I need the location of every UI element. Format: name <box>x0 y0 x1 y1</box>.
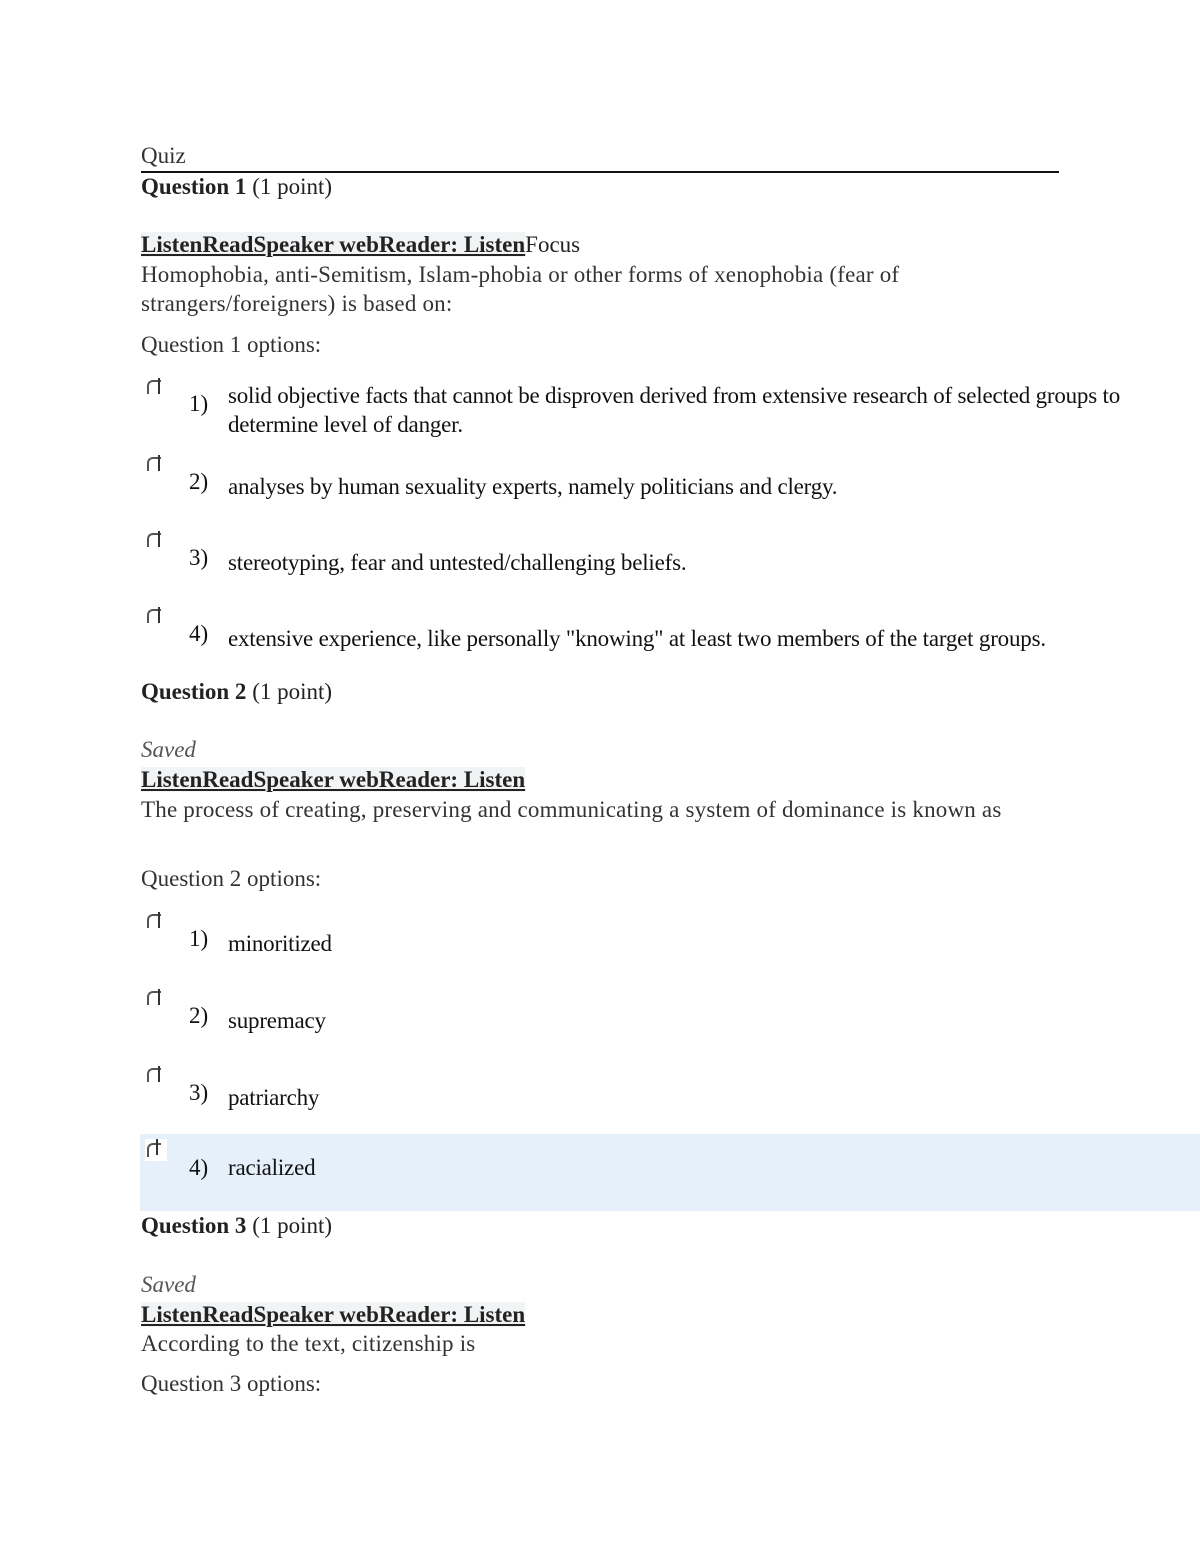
question-1-listen-button[interactable]: ListenReadSpeaker webReader: Listen <box>141 232 526 257</box>
radio-button-icon[interactable] <box>147 607 165 625</box>
question-3-heading <box>141 1212 332 1240</box>
radio-button-icon[interactable] <box>147 378 165 396</box>
question-1-option-4[interactable] <box>140 607 1200 652</box>
question-2-option-3[interactable] <box>140 1066 1200 1111</box>
option-text: patriarchy <box>228 1085 320 1110</box>
radio-button-icon[interactable] <box>145 1139 167 1161</box>
question-2-option-4[interactable] <box>140 1134 1200 1211</box>
question-2-heading <box>141 678 332 706</box>
question-3-saved-status: Saved <box>141 1272 196 1297</box>
question-2-prompt: The process of creating, preserving and communicating a system of dominance is known as <box>141 797 1002 822</box>
question-1-option-1[interactable] <box>140 378 1200 440</box>
option-text: solid objective facts that cannot be disproven derived from extensive research of selected groups to determine level of danger. <box>228 383 1121 437</box>
option-number: 1) <box>189 926 209 951</box>
option-number: 3) <box>189 545 209 570</box>
option-number: 3) <box>189 1080 209 1105</box>
question-1-options-label: Question 1 options: <box>141 332 322 357</box>
question-2-option-2[interactable] <box>140 989 1200 1034</box>
question-3-label: Question 3 <box>141 1213 247 1238</box>
option-text: racialized <box>228 1155 316 1180</box>
option-number: 1) <box>189 391 209 416</box>
radio-button-icon[interactable] <box>147 989 165 1007</box>
option-number: 2) <box>189 1003 209 1028</box>
question-1-listen-bar <box>141 231 580 259</box>
question-1-prompt: Homophobia, anti-Semitism, Islam-phobia or other forms of xenophobia (fear of strangers/foreigners) is based on: <box>141 262 900 316</box>
question-3-prompt: According to the text, citizenship is <box>141 1331 476 1356</box>
question-1-option-3[interactable] <box>140 531 1200 576</box>
question-3-options-label: Question 3 options: <box>141 1371 322 1396</box>
question-2-label: Question 2 <box>141 679 247 704</box>
option-text: extensive experience, like personally "knowing" at least two members of the target groups. <box>228 626 1046 651</box>
option-text: stereotyping, fear and untested/challenging beliefs. <box>228 550 687 575</box>
question-2-points: (1 point) <box>252 679 333 704</box>
question-1-points: (1 point) <box>252 174 333 199</box>
question-1-heading <box>141 173 332 201</box>
radio-button-icon[interactable] <box>147 1066 165 1084</box>
question-3-listen-button[interactable]: ListenReadSpeaker webReader: Listen <box>141 1302 526 1327</box>
option-text: analyses by human sexuality experts, namely politicians and clergy. <box>228 474 838 499</box>
option-text: supremacy <box>228 1008 326 1033</box>
radio-button-icon[interactable] <box>147 912 165 930</box>
question-2-listen-bar <box>141 766 525 794</box>
question-3-points: (1 point) <box>252 1213 333 1238</box>
radio-button-icon[interactable] <box>147 455 165 473</box>
option-number: 4) <box>189 1155 209 1180</box>
question-2-listen-button[interactable]: ListenReadSpeaker webReader: Listen <box>141 767 526 792</box>
question-2-option-1[interactable] <box>140 912 1200 957</box>
quiz-title: Quiz <box>141 142 1059 173</box>
question-1-option-2[interactable] <box>140 455 1200 500</box>
option-number: 2) <box>189 469 209 494</box>
option-number: 4) <box>189 621 209 646</box>
option-text: minoritized <box>228 931 332 956</box>
question-3-listen-bar <box>141 1301 525 1329</box>
question-2-saved-status: Saved <box>141 737 196 762</box>
radio-button-icon[interactable] <box>147 531 165 549</box>
question-1-focus-button[interactable]: Focus <box>525 232 581 257</box>
question-1-label: Question 1 <box>141 174 247 199</box>
question-2-options-label: Question 2 options: <box>141 866 322 891</box>
